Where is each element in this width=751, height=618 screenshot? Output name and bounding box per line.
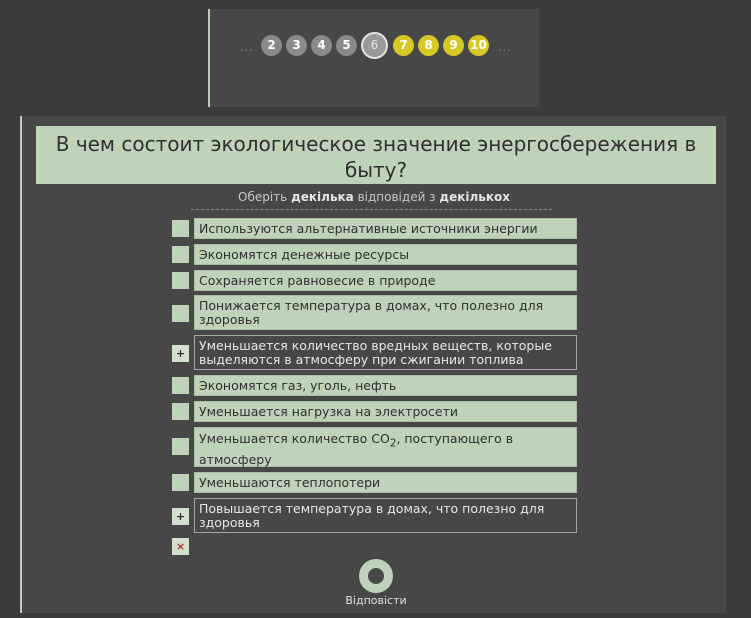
submit-ring-icon — [368, 568, 384, 584]
option-label[interactable]: Уменьшается количество $CO_2$, поступающего в атмосферу — [194, 427, 577, 467]
option-checkbox[interactable] — [172, 377, 189, 394]
instructions-divider — [191, 209, 552, 210]
pager-prev-ellipsis[interactable]: ··· — [240, 44, 254, 57]
option-label[interactable]: Сохраняется равновесие в природе — [194, 270, 577, 291]
page-5-button[interactable]: 5 — [336, 35, 357, 56]
option-checkbox[interactable] — [172, 220, 189, 237]
option-checkbox[interactable] — [172, 305, 189, 322]
option-checkbox[interactable] — [172, 272, 189, 289]
submit-label[interactable]: Відповісти — [345, 594, 407, 607]
option-label-selected[interactable]: Уменьшается количество вредных веществ, которые выделяются в атмосферу при сжигании топлива — [194, 335, 577, 370]
question-card — [20, 116, 726, 613]
submit-button[interactable] — [359, 559, 393, 593]
page-3-button[interactable]: 3 — [286, 35, 307, 56]
option-checkbox[interactable] — [172, 474, 189, 491]
page-4-button[interactable]: 4 — [311, 35, 332, 56]
option-label[interactable]: Экономятся газ, уголь, нефть — [194, 375, 577, 396]
option-label[interactable]: Уменьшаются теплопотери — [194, 472, 577, 493]
option-checkbox[interactable] — [172, 246, 189, 263]
option-label[interactable]: Понижается температура в домах, что полезно для здоровья — [194, 295, 577, 330]
option-checkbox[interactable] — [172, 403, 189, 420]
page-8-button[interactable]: 8 — [418, 35, 439, 56]
pager-next-ellipsis[interactable]: ··· — [498, 44, 512, 57]
option-label-selected[interactable]: Повышается температура в домах, что полезно для здоровья — [194, 498, 577, 533]
page-6-button-current[interactable]: 6 — [361, 32, 388, 59]
question-pager — [208, 9, 539, 107]
page-2-button[interactable]: 2 — [261, 35, 282, 56]
question-text: В чем состоит экологическое значение энергосбережения в быту? — [36, 126, 716, 184]
option-label[interactable]: Экономятся денежные ресурсы — [194, 244, 577, 265]
option-checkbox-selected[interactable]: + — [172, 508, 189, 525]
answer-instructions: Оберіть декілька відповідей з декількох — [238, 190, 510, 204]
clear-selection-button[interactable]: × — [172, 538, 189, 555]
option-label[interactable]: Используются альтернативные источники энергии — [194, 218, 577, 239]
option-checkbox-selected[interactable]: + — [172, 345, 189, 362]
option-checkbox[interactable] — [172, 438, 189, 455]
page-7-button[interactable]: 7 — [393, 35, 414, 56]
page-10-button[interactable]: 10 — [468, 35, 489, 56]
page-9-button[interactable]: 9 — [443, 35, 464, 56]
option-label[interactable]: Уменьшается нагрузка на электросети — [194, 401, 577, 422]
